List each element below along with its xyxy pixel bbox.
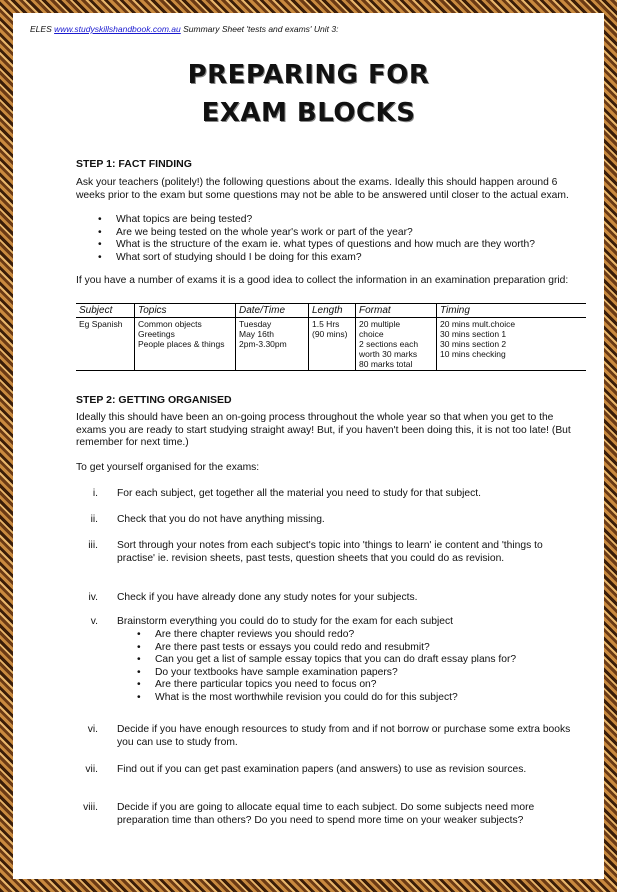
step1-grid-intro: If you have a number of exams it is a good idea to collect the information in an examination preparation grid: xyxy=(76,275,569,286)
list-item: iv. Check if you have already done any study notes for your subjects. xyxy=(88,592,418,603)
cell-format: 20 multiple choice 2 sections each worth 30 marks 80 marks total xyxy=(356,318,437,371)
list-item: iii. Sort through your notes from each subject's topic into 'things to learn' ie content and 'things to practise' ie. revision sheets, past tests, question sheets that you could do as revision. xyxy=(88,540,543,564)
cell-date: Tuesday May 16th 2pm-3.30pm xyxy=(236,318,309,371)
step2-lead: To get yourself organised for the exams: xyxy=(76,462,260,473)
step1-question-list xyxy=(76,214,586,264)
list-item: • What sort of studying should I be doing for this exam? xyxy=(76,252,586,265)
list-item: v. Brainstorm everything you could do to study for the exam for each subject xyxy=(90,616,453,627)
list-item: vii. Find out if you can get past examination papers (and answers) to use as revision sources. xyxy=(85,764,527,775)
cell-topics: Common objects Greetings People places & things xyxy=(135,318,236,371)
header-prefix: ELES xyxy=(30,24,55,34)
cell-subject: Eg Spanish xyxy=(76,318,135,371)
list-item: • Are there chapter reviews you should redo? xyxy=(115,629,585,642)
page-header xyxy=(30,24,338,34)
list-item: • Are we being tested on the whole year's work or part of the year? xyxy=(76,227,586,240)
list-item: • What topics are being tested? xyxy=(76,214,586,227)
table-row xyxy=(76,318,586,371)
list-item: • Do your textbooks have sample examination papers? xyxy=(115,667,585,680)
list-item: i. For each subject, get together all the material you need to study for that subject. xyxy=(92,488,482,499)
cell-timing: 20 mins mult.choice 30 mins section 1 30 mins section 2 10 mins checking xyxy=(437,318,587,371)
exam-preparation-grid xyxy=(76,303,586,371)
col-header-topics: Topics xyxy=(135,304,236,318)
step2-heading: STEP 2: GETTING ORGANISED xyxy=(76,394,232,406)
step2-intro: Ideally this should have been an on-going process throughout the whole year so that when you get to the exams you are ready to start studying straight away! But, if you haven't been doing this, it is not too late! (But remember for next time.) xyxy=(76,412,571,448)
step1-intro: Ask your teachers (politely!) the following questions about the exams. Ideally this should happen around 6 weeks prior to the exam but some questions may not be able to be answered until closer to the actual exam. xyxy=(76,177,569,201)
brainstorm-list xyxy=(115,629,585,704)
list-item: ii. Check that you do not have anything missing. xyxy=(90,514,325,525)
col-header-length: Length xyxy=(309,304,356,318)
list-item: • What is the most worthwhile revision you could do for this subject? xyxy=(115,692,585,705)
col-header-subject: Subject xyxy=(76,304,135,318)
header-suffix: Summary Sheet 'tests and exams' Unit 3: xyxy=(180,24,339,34)
col-header-timing: Timing xyxy=(437,304,587,318)
col-header-format: Format xyxy=(356,304,437,318)
website-link[interactable]: www.studyskillshandbook.com.au xyxy=(54,24,181,34)
cell-length: 1.5 Hrs (90 mins) xyxy=(309,318,356,371)
title-line-2: EXAM BLOCKS xyxy=(201,98,416,128)
col-header-date: Date/Time xyxy=(236,304,309,318)
title-line-1: PREPARING FOR xyxy=(187,60,430,90)
list-item: viii. Decide if you are going to allocate equal time to each subject. Do some subjects need more preparation time than others? Do you need to spend more time on your weaker subjects? xyxy=(83,802,535,826)
step1-heading: STEP 1: FACT FINDING xyxy=(76,158,192,170)
list-item: • What is the structure of the exam ie. what types of questions and how much are they worth? xyxy=(76,239,586,252)
document-page xyxy=(18,18,599,874)
list-item: • Can you get a list of sample essay topics that you can do draft essay plans for? xyxy=(115,654,585,667)
list-item: • Are there particular topics you need to focus on? xyxy=(115,679,585,692)
list-item: • Are there past tests or essays you could redo and resubmit? xyxy=(115,642,585,655)
list-item: vi. Decide if you have enough resources to study from and if not borrow or purchase some extra books you can use to study from. xyxy=(87,724,571,748)
